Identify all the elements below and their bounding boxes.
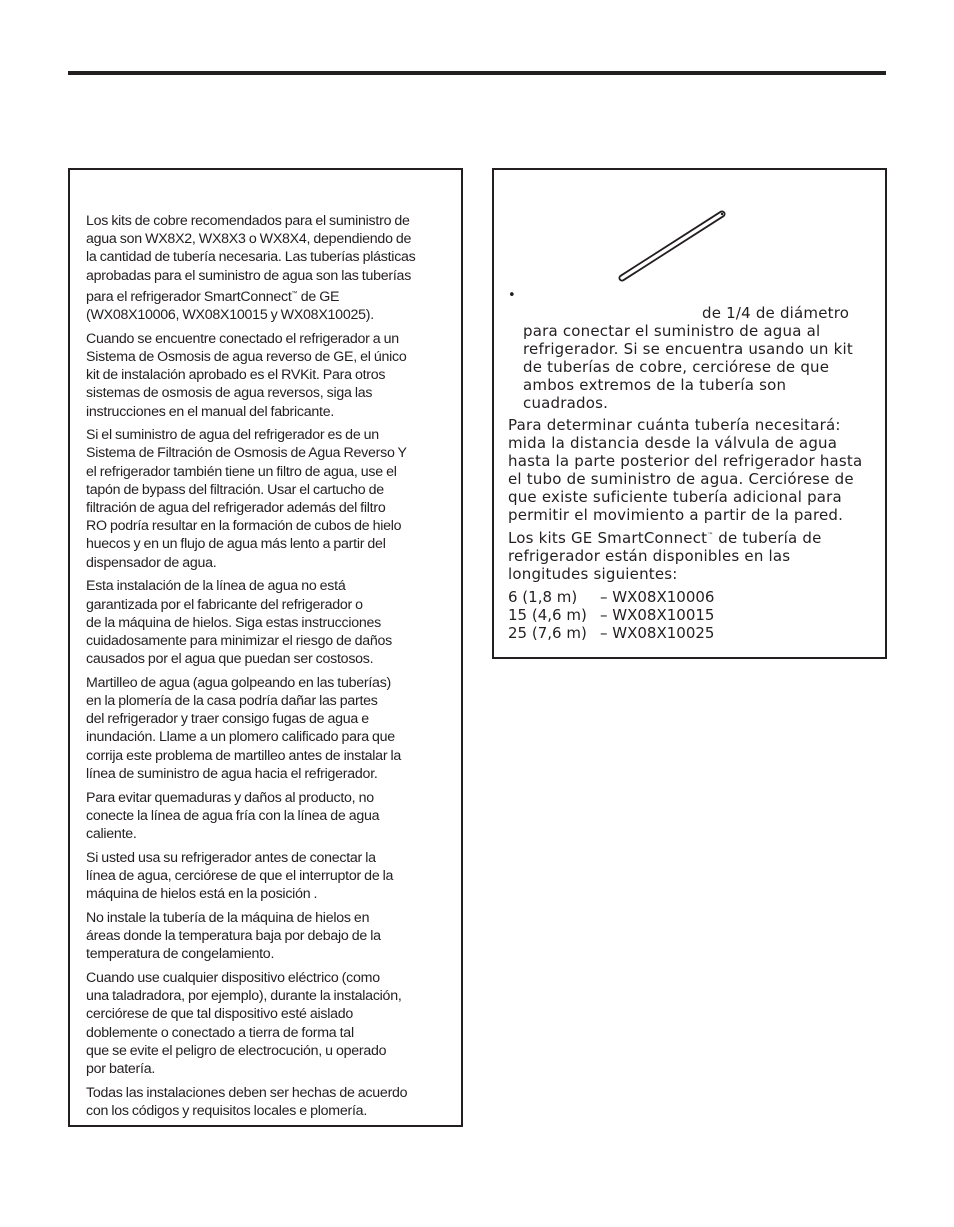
note-line: causados por el agua que puedan ser costosos. <box>86 651 374 668</box>
tubing-requirements-box <box>492 168 887 659</box>
bullet-line: refrigerador. Si se encuentra usando un kit <box>523 340 853 358</box>
kits-line: refrigerador están disponibles en las <box>508 547 791 565</box>
bullet-line: cuadrados. <box>523 394 609 412</box>
note-line: del refrigerador y traer consigo fugas de agua e <box>86 711 369 728</box>
length-row <box>508 588 714 606</box>
bullet-line: ambos extremos de la tubería son <box>523 376 787 394</box>
note-line: inundación. Llame a un plomero calificado para que <box>86 729 395 746</box>
length-row <box>508 606 714 624</box>
note-line: línea de agua, cerciórese de que el interruptor de la <box>86 867 394 884</box>
note-line: aprobadas para el suministro de agua son las tuberías <box>86 267 412 284</box>
note-line: Para evitar quemaduras y daños al producto, no <box>86 789 374 806</box>
measure-line: permitir el movimiento a partir de la pared. <box>508 506 844 524</box>
note-line: cerciórese de que tal dispositivo esté aislado <box>86 1006 354 1023</box>
measure-line: Para determinar cuánta tubería necesitará: <box>508 416 841 434</box>
note-paragraph <box>86 1084 448 1120</box>
note-line: áreas donde la temperatura baja por debajo de la <box>86 928 381 945</box>
length-value: 6 (1,8 m) <box>508 588 578 606</box>
kits-line: Los kits GE SmartConnect™ de tubería de <box>508 529 822 547</box>
note-line: instrucciones en el manual del fabricante. <box>86 403 335 420</box>
note-line: huecos y en un flujo de agua más lento a partir del <box>86 536 386 553</box>
tubing-lengths-list <box>508 588 714 642</box>
note-line: Esta instalación de la línea de agua no está <box>86 578 346 595</box>
length-value: 15 (4,6 m) <box>508 606 587 624</box>
note-line: una taladradora, por ejemplo), durante la instalación, <box>86 988 402 1005</box>
bullet-mark: • <box>508 288 516 303</box>
note-line: de la máquina de hielos. Siga estas instrucciones <box>86 614 381 631</box>
note-line: caliente. <box>86 826 137 842</box>
note-line: tapón de bypass del filtración. Usar el cartucho de <box>86 481 384 498</box>
note-line: máquina de hielos está en la posición . <box>86 886 318 903</box>
note-line: Todas las instalaciones deben ser hechas de acuerdo <box>86 1084 408 1101</box>
measure-paragraph <box>508 416 884 583</box>
note-line: Si el suministro de agua del refrigerador es de un <box>86 427 379 444</box>
length-value: 25 (7,6 m) <box>508 624 587 642</box>
measure-line: mida la distancia desde la válvula de agua <box>508 434 838 452</box>
trademark-mark: ™ <box>707 532 714 539</box>
tubing-diameter-line: de 1/4 de diámetro <box>702 304 850 322</box>
note-line: RO podría resultar en la formación de cubos de hielo <box>86 518 402 535</box>
note-line: (WX08X10006, WX08X10015 y WX08X10025). <box>86 307 374 324</box>
note-paragraph <box>86 909 448 964</box>
note-line: Sistema de Filtración de Osmosis de Agua Reverso Y <box>86 445 407 462</box>
measure-line: el tubo de suministro de agua. Cerciórese de <box>508 470 854 488</box>
note-line: kit de instalación aprobado es el RVKit. Para otros <box>86 367 386 384</box>
bullet-line: de tuberías de cobre, cerciórese de que <box>523 358 830 376</box>
part-number: – WX08X10015 <box>600 606 715 624</box>
note-paragraph <box>86 577 448 668</box>
measure-line: hasta la parte posterior del refrigerador hasta <box>508 452 863 470</box>
copper-tube-icon <box>616 208 728 284</box>
note-paragraph <box>86 426 448 572</box>
note-line: en la plomería de la casa podría dañar las partes <box>86 693 378 710</box>
note-line: agua son WX8X2, WX8X3 o WX8X4, dependiendo de <box>86 231 412 248</box>
note-line: Cuando use cualquier dispositivo eléctrico (como <box>86 969 380 986</box>
note-paragraph <box>86 789 448 844</box>
kits-lines <box>508 527 884 583</box>
length-row <box>508 624 714 642</box>
note-line: doblemente o conectado a tierra de forma tal <box>86 1024 354 1041</box>
tubing-bullet-text <box>508 304 880 412</box>
note-paragraph <box>86 212 448 324</box>
part-number: – WX08X10025 <box>600 624 715 642</box>
note-line: filtración de agua del refrigerador además del filtro <box>86 500 386 517</box>
note-line: temperatura de congelamiento. <box>86 946 275 963</box>
tubing-bullet-lines <box>508 322 880 412</box>
note-paragraph <box>86 969 448 1078</box>
note-line: sistemas de osmosis de agua reversos, siga las <box>86 385 373 402</box>
note-line: con los códigos y requisitos locales e plomería. <box>86 1102 368 1119</box>
measure-lines <box>508 416 884 524</box>
note-line: Si usted usa su refrigerador antes de conectar la <box>86 849 376 866</box>
note-line: Martilleo de agua (agua golpeando en las tuberías) <box>86 674 392 691</box>
note-line: cuidadosamente para minimizar el riesgo de daños <box>86 632 392 649</box>
note-line: la cantidad de tubería necesaria. Las tuberías plásticas <box>86 249 416 266</box>
note-line: corrija este problema de martilleo antes de instalar la <box>86 747 402 764</box>
note-line: Sistema de Osmosis de agua reverso de GE, el único <box>86 348 407 365</box>
note-line: Los kits de cobre recomendados para el suministro de <box>86 213 410 229</box>
measure-line: que existe suficiente tubería adicional para <box>508 488 842 506</box>
note-line: por batería. <box>86 1060 156 1077</box>
note-line: el refrigerador también tiene un filtro de agua, use el <box>86 463 397 480</box>
note-line: que se evite el peligro de electrocución, u operado <box>86 1042 387 1059</box>
note-line: No instale la tubería de la máquina de hielos en <box>86 909 370 926</box>
note-line: garantizada por el fabricante del refrigerador o <box>86 596 363 613</box>
bullet-line: para conectar el suministro de agua al <box>523 322 821 340</box>
water-supply-notes <box>86 212 448 1126</box>
part-number: – WX08X10006 <box>600 588 715 606</box>
note-line: Cuando se encuentre conectado el refrigerador a un <box>86 330 399 347</box>
note-line: línea de suministro de agua hacia el refrigerador. <box>86 765 378 782</box>
note-paragraph <box>86 674 448 783</box>
note-line: dispensador de agua. <box>86 554 217 571</box>
water-supply-notes-box <box>68 168 463 1127</box>
note-line: conecte la línea de agua fría con la línea de agua <box>86 807 380 824</box>
kits-line: longitudes siguientes: <box>508 565 678 583</box>
note-paragraph <box>86 330 448 421</box>
note-line: para el refrigerador SmartConnect™ de GE <box>86 288 340 305</box>
note-paragraph <box>86 849 448 904</box>
trademark-mark: ™ <box>291 290 298 297</box>
top-rule <box>68 71 886 75</box>
